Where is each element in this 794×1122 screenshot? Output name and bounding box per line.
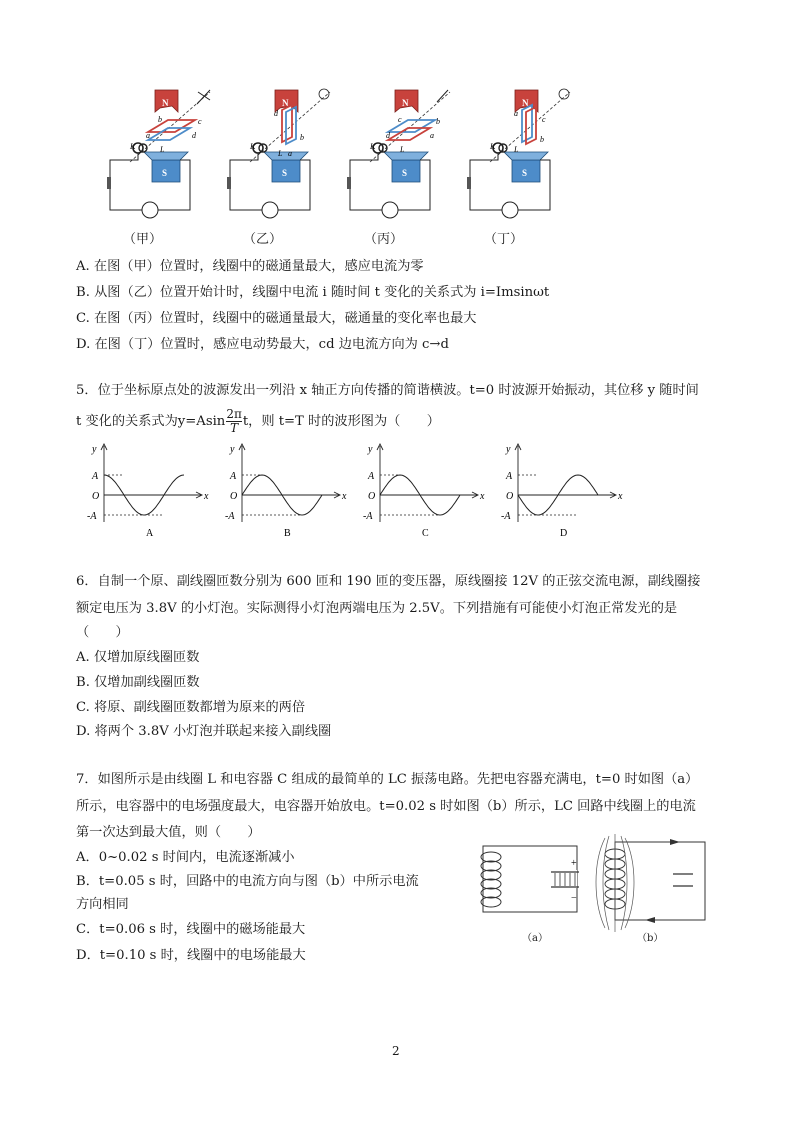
amp-neg-label: -A xyxy=(225,511,235,522)
y-label: y xyxy=(92,444,97,455)
amp-pos-label: A xyxy=(506,471,513,482)
q7-option-d: D．t=0.10 s 时，线圈中的电场能最大 xyxy=(76,948,306,963)
generator-figure xyxy=(100,82,580,222)
svg-text:d: d xyxy=(192,131,196,140)
wave-graph-D xyxy=(501,444,623,539)
svg-text:L: L xyxy=(160,145,165,154)
generator-panel-1 xyxy=(107,90,210,218)
amp-pos-label: A xyxy=(92,471,99,482)
svg-text:b: b xyxy=(300,133,304,142)
page-number: 2 xyxy=(392,1044,400,1058)
amp-neg-label: -A xyxy=(363,511,373,522)
svg-text:c: c xyxy=(398,115,402,124)
svg-text:c: c xyxy=(198,117,202,126)
svg-text:d: d xyxy=(274,109,278,118)
svg-text:K: K xyxy=(370,142,376,151)
x-label: x xyxy=(480,491,485,502)
svg-text:L: L xyxy=(400,145,405,154)
q5-stem-line1: 5．位于坐标原点处的波源发出一列沿 x 轴正方向传播的简谐横波。t=0 时波源开始振动，其位移 y 随时间 xyxy=(76,383,699,398)
x-label: x xyxy=(204,491,209,502)
origin-label: O xyxy=(92,491,100,502)
svg-text:N: N xyxy=(522,98,529,108)
svg-text:K: K xyxy=(250,142,256,151)
y-label: y xyxy=(230,444,235,455)
q4-option-c: C. 在图（丙）位置时，线圈中的磁通量最大，磁通量的变化率也最大 xyxy=(76,311,477,326)
q6-stem-line1: 6．自制一个原、副线圈匝数分别为 600 匝和 190 匝的变压器，原线圈接 12V 的正弦交流电源，副线圈接 xyxy=(76,574,701,589)
panel-caption-1: （甲） xyxy=(123,232,163,247)
y-label: y xyxy=(368,444,373,455)
wave-graph-A xyxy=(87,444,209,539)
q6-option-c: C. 将原、副线圈匝数都增为原来的两倍 xyxy=(76,700,306,715)
panel-caption-4: （丁） xyxy=(484,232,524,247)
graph-letter: C xyxy=(422,528,429,539)
generator-panel-4 xyxy=(467,89,570,218)
plus-sign: + xyxy=(571,858,577,869)
svg-text:S: S xyxy=(162,168,168,178)
amp-neg-label: -A xyxy=(501,511,511,522)
q6-option-a: A. 仅增加原线圈匝数 xyxy=(76,650,200,665)
graph-letter: A xyxy=(146,528,154,539)
panel-caption-3: （丙） xyxy=(364,232,404,247)
q7-stem-line2: 所示，电容器中的电场强度最大，电容器开始放电。t=0.02 s 时如图（b）所示，LC 回路中线圈上的电流 xyxy=(76,799,696,814)
svg-text:b: b xyxy=(540,135,544,144)
origin-label: O xyxy=(506,491,514,502)
generator-panel-3 xyxy=(347,90,450,218)
wave-graph-B xyxy=(225,444,347,539)
graph-letter: D xyxy=(560,528,568,539)
q4-option-a: A. 在图（甲）位置时，线圈中的磁通量最大，感应电流为零 xyxy=(76,259,424,274)
svg-text:L: L xyxy=(278,149,283,158)
graph-letter: B xyxy=(284,528,291,539)
fig-b-caption: （b） xyxy=(637,933,664,944)
x-label: x xyxy=(342,491,347,502)
svg-text:d: d xyxy=(386,131,390,140)
svg-text:S: S xyxy=(282,168,288,178)
svg-text:K: K xyxy=(130,142,136,151)
origin-label: O xyxy=(368,491,376,502)
svg-text:L: L xyxy=(514,145,519,154)
q7-option-b-line2: 方向相同 xyxy=(76,897,129,912)
amp-pos-label: A xyxy=(230,471,237,482)
svg-text:a: a xyxy=(146,131,150,140)
origin-label: O xyxy=(230,491,238,502)
q4-option-b: B. 从图（乙）位置开始计时，线圈中电流 i 随时间 t 变化的关系式为 i=Imsinωt xyxy=(76,285,550,300)
svg-text:N: N xyxy=(162,98,169,108)
q7-option-a: A．0~0.02 s 时间内，电流逐渐减小 xyxy=(76,850,295,865)
q4-option-d: D. 在图（丁）位置时，感应电动势最大，cd 边电流方向为 c→d xyxy=(76,337,449,352)
lc-circuit-figure xyxy=(475,832,715,944)
amp-pos-label: A xyxy=(368,471,375,482)
q6-stem-line2: 额定电压为 3.8V 的小灯泡。实际测得小灯泡两端电压为 2.5V。下列措施有可能使小灯泡正常发光的是 xyxy=(76,601,678,616)
q7-option-b-line1: B．t=0.05 s 时，回路中的电流方向与图（b）中所示电流 xyxy=(76,874,419,889)
svg-text:S: S xyxy=(522,168,528,178)
q7-stem-line3: 第一次达到最大值，则（ ） xyxy=(76,825,261,840)
wave-graph-C xyxy=(363,444,485,539)
q6-stem-line3: （ ） xyxy=(76,625,129,640)
svg-text:K: K xyxy=(490,142,496,151)
amp-neg-label: -A xyxy=(87,511,97,522)
generator-panel-2 xyxy=(227,89,330,218)
svg-text:a: a xyxy=(430,131,434,140)
q5-stem-line2: t 变化的关系式为y=Asin $\frac{2\pi}{T}$ t，则 t=T 时的波形图为（ ） xyxy=(76,407,440,435)
q6-option-b: B. 仅增加副线圈匝数 xyxy=(76,675,200,690)
q7-stem-line1: 7．如图所示是由线圈 L 和电容器 C 组成的最简单的 LC 振荡电路。先把电容器充满电，t=0 时如图（a） xyxy=(76,772,699,787)
wave-graphs xyxy=(84,438,644,540)
svg-text:N: N xyxy=(282,98,289,108)
panel-caption-2: （乙） xyxy=(243,232,283,247)
svg-text:b: b xyxy=(436,117,440,126)
x-label: x xyxy=(618,491,623,502)
svg-text:a: a xyxy=(514,109,518,118)
fig-a-caption: （a） xyxy=(522,933,548,944)
svg-text:c: c xyxy=(542,115,546,124)
minus-sign: − xyxy=(571,893,577,904)
y-label: y xyxy=(506,444,511,455)
q6-option-d: D. 将两个 3.8V 小灯泡并联起来接入副线圈 xyxy=(76,724,332,739)
svg-text:a: a xyxy=(288,149,292,158)
svg-text:b: b xyxy=(158,115,162,124)
svg-text:S: S xyxy=(402,168,408,178)
svg-text:N: N xyxy=(402,98,409,108)
q7-option-c: C．t=0.06 s 时，线圈中的磁场能最大 xyxy=(76,922,306,937)
